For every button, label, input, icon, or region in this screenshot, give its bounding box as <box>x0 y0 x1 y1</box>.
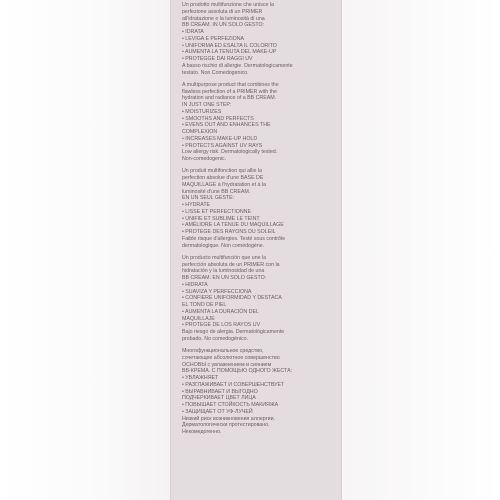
label-text-line: • PROTEGGE DAI RAGGI UV <box>182 56 253 62</box>
label-text-line: • ЗАЩИЩАЕТ ОТ УФ-ЛУЧЕЙ <box>182 408 253 415</box>
label-text-line: Un prodotto multifunzione che unisce la <box>182 2 274 8</box>
label-text-line: ВВ-КРЕМА. С ПОМОЩЬЮ ОДНОГО ЖЕСТА: <box>182 368 293 375</box>
label-text-line: Faible risque d'allergies. Testé sous contrôle <box>182 235 286 242</box>
label-text-line: • HYDRATE <box>182 202 211 208</box>
label-text-line: MAQUILLAGE à l'hydratation et à la <box>182 181 266 188</box>
label-text-line: • EVENS OUT AND ENHANCES THE <box>182 122 271 129</box>
italian-block <box>182 2 334 76</box>
label-text-line: Low allergy risk. Dermatologically tested. <box>182 149 278 156</box>
label-text-line: • INCREASES MAKE-UP HOLD <box>182 135 258 142</box>
label-text-line: • UNIFORMA ED ESALTA IL COLORITO <box>182 42 277 49</box>
label-text-line: • AUMENTA LA TENUTA DEL MAKE-UP <box>182 49 277 56</box>
label-text-line: luminosité d'une BB CREAM. <box>182 188 251 195</box>
label-text-line: • AUMENTA LA DURACIÓN DEL <box>182 308 259 315</box>
label-text-line: hydration and radiance of a BB CREAM. <box>182 95 277 102</box>
label-text-line: BB CREAM. EN UN SOLO GESTO: <box>182 275 267 281</box>
background-left <box>0 0 170 500</box>
label-text-line: • MOISTURIZES <box>182 108 222 115</box>
background-right <box>342 0 500 500</box>
label-text-line: сочетающее абсолютное совершенство <box>182 354 280 361</box>
label-text-line: perfection absolue d'une BASE DE <box>182 175 264 181</box>
label-text-line: MAQUILLAJE <box>182 315 215 322</box>
label-text-line: Un produit multifonction qui allie la <box>182 168 262 175</box>
label-text-line: • HIDRATA <box>182 281 208 288</box>
label-text-line: • AMÉLIORE LA TENUE DU MAQUILLAGE <box>182 222 284 229</box>
label-text-line: • LEVIGA E PERFEZIONA <box>182 35 245 42</box>
label-text-line: IN JUST ONE STEP: <box>182 102 232 108</box>
label-text-line: • SUAVIZA Y PERFECCIONA <box>182 288 252 295</box>
label-text-line: Некомедогенно. <box>182 429 222 435</box>
label-text-line: Bajo riesgo de alergia. Dermatológicamente <box>182 329 285 335</box>
label-text-line: • IDRATA <box>182 29 204 35</box>
label-text-line: all'idratazione e la luminosità di una <box>182 15 265 22</box>
label-text-line: probado. No comedogénico. <box>182 335 249 342</box>
label-text-line: • UNIFIE ET SUBLIME LE TEINT <box>182 215 260 222</box>
label-text-line: ОСНОВЫ с увлажнением и сиянием <box>182 361 272 368</box>
label-text-line: EL TONO DE PIEL <box>182 302 227 308</box>
label-text-line: • LISSE ET PERFECTIONNE <box>182 208 251 215</box>
label-text-line: testato. Non Comedogenico. <box>182 69 249 76</box>
french-block <box>182 168 334 249</box>
label-text-line: flawless perfection of a PRIMER with the <box>182 88 277 95</box>
label-text-line: A basso rischio di allergie. Dermatologicamente <box>182 62 293 69</box>
label-text-line: ПОДЧЕРКИВАЕТ ЦВЕТ ЛИЦА <box>182 395 256 402</box>
label-text-line: Низкий риск возникновения аллергии. <box>182 415 275 422</box>
label-text-line: • ПОВЫШАЕТ СТОЙКОСТЬ МАКИЯЖА <box>182 402 279 408</box>
label-text-line: • SMOOTHS AND PERFECTS <box>182 115 254 122</box>
label-text-line: Un producto multifunción que une la <box>182 254 267 261</box>
label-text <box>182 2 334 436</box>
label-text-line: Многофункциональное средство, <box>182 348 264 354</box>
label-text-line: dermatologique. Non comédogène. <box>182 242 265 249</box>
label-text-line: • ВЫРАВНИВАЕТ И ВЫГОДНО <box>182 388 258 395</box>
label-text-line: BB CREAM. IN UN SOLO GESTO: <box>182 22 265 29</box>
label-text-line: COMPLEXION <box>182 129 218 135</box>
label-text-line: • РАЗГЛАЖИВАЕТ И СОВЕРШЕНСТВУЕТ <box>182 381 285 388</box>
english-block <box>182 82 334 163</box>
label-text-line: EN UN SEUL GESTE: <box>182 195 235 202</box>
russian-block <box>182 348 334 436</box>
label-text-line: • PROTEGE DE LOS RAYOS UV <box>182 322 261 329</box>
label-text-line: • PROTECTS AGAINST UV RAYS <box>182 142 263 149</box>
label-text-line: hidratación y la luminosidad de una <box>182 268 265 275</box>
label-text-line: A multipurpose product that combines the <box>182 81 279 88</box>
label-text-line: perfección absoluta de un PRIMER con la <box>182 261 280 268</box>
label-text-line: Дерматологически протестировано. <box>182 422 270 429</box>
label-text-line: Non-comedogenic. <box>182 156 227 162</box>
label-text-line: • CONFIERE UNIFORMIDAD Y DESTACA <box>182 295 282 302</box>
spanish-block <box>182 255 334 343</box>
label-text-line: perfezione assoluta di un PRIMER <box>182 8 263 15</box>
label-text-line: • PROTEGE DES RAYONS DU SOLEIL <box>182 229 276 235</box>
label-text-line: • УВЛАЖНЯЕТ <box>182 375 219 381</box>
